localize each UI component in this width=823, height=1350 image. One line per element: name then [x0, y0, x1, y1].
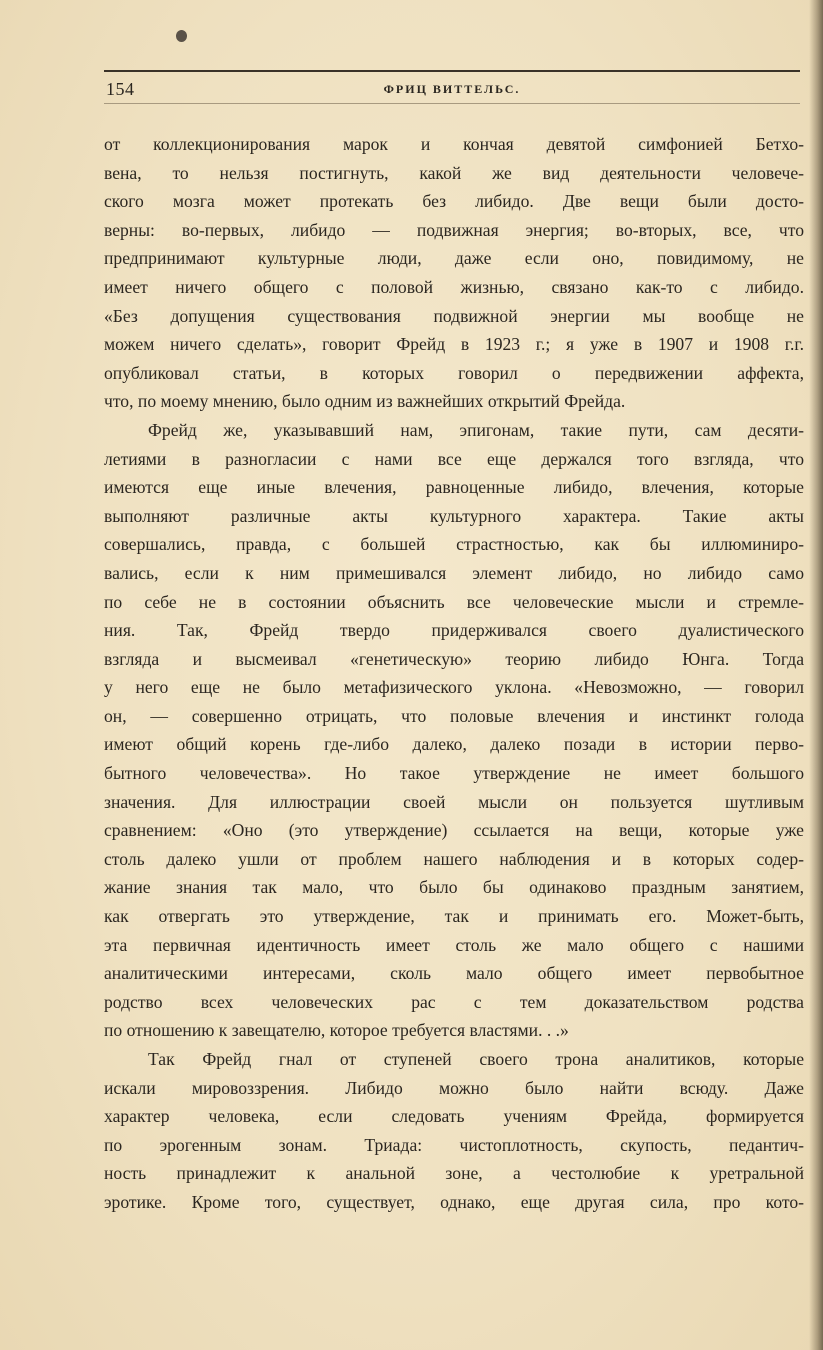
text-line: Фрейд же, указывавший нам, эпигонам, такие пути, сам десяти- [148, 419, 804, 440]
text-line: по отношению к завещателю, которое требуется властями. . .» [104, 1020, 569, 1041]
text-line: имеют общий корень где-либо далеко, далеко позади в истории перво- [104, 734, 804, 755]
header-rule-bottom [104, 103, 800, 104]
text-line: у него еще не было метафизического уклона. «Невозможно, — говорил [104, 677, 804, 698]
text-line: можем ничего сделать», говорит Фрейд в 1923 г.; я уже в 1907 и 1908 г.г. [104, 334, 804, 355]
ink-spot [176, 30, 187, 42]
text-line: предпринимают культурные люди, даже если оно, повидимому, не [104, 248, 804, 269]
text-line: как отвергать это утверждение, так и принимать его. Может-быть, [104, 906, 804, 927]
text-line: жание знания так мало, что было бы одинаково праздным занятием, [104, 877, 804, 898]
text-line: Так Фрейд гнал от ступеней своего трона аналитиков, которые [148, 1049, 804, 1069]
header-rule [104, 70, 800, 72]
page-header [104, 70, 800, 106]
text-line: значения. Для иллюстрации своей мысли он пользуется шутливым [104, 791, 804, 812]
text-line: имеются еще иные влечения, равноценные либидо, влечения, которые [104, 477, 804, 498]
text-line: столь далеко ушли от проблем нашего наблюдения и в которых содер- [104, 848, 804, 869]
text-line: верны: во-первых, либидо — подвижная энергия; во-вторых, все, что [104, 219, 804, 240]
paragraph-2 [104, 416, 804, 1045]
text-line: вались, если к ним примешивался элемент либидо, но либидо само [104, 562, 804, 583]
text-line: ния. Так, Фрейд твердо придерживался своего дуалистического [104, 620, 804, 641]
running-head: ФРИЦ ВИТТЕЛЬС. [383, 82, 521, 96]
page-edge-shadow [809, 0, 823, 1350]
text-line: по себе не в состоянии объяснить все человеческие мысли и стремле- [104, 591, 804, 612]
text-line: имеет ничего общего с половой жизнью, связано как-то с либидо. [104, 276, 804, 297]
page-number: 154 [106, 79, 135, 99]
text-line: по эрогенным зонам. Триада: чистоплотность, скупость, педантич- [104, 1134, 804, 1155]
paragraph-3 [104, 1045, 804, 1217]
text-line: эта первичная идентичность имеет столь же мало общего с нашими [104, 934, 804, 955]
text-line: от коллекционирования марок и кончая девятой симфонией Бетхо- [104, 134, 804, 154]
text-line: «Без допущения существования подвижной энергии мы вообще не [104, 305, 804, 326]
text-line: характер человека, если следовать учениям Фрейда, формируется [104, 1106, 804, 1127]
text-line: опубликовал статьи, в которых говорил о передвижении аффекта, [104, 362, 804, 383]
text-line: ность принадлежит к анальной зоне, а честолюбие к уретральной [104, 1163, 804, 1184]
text-line: совершались, правда, с большей страстностью, как бы иллюминиро- [104, 534, 804, 555]
text-line: эротике. Кроме того, существует, однако, еще другая сила, про кото- [104, 1191, 804, 1212]
text-line: он, — совершенно отрицать, что половые влечения и инстинкт голода [104, 705, 804, 726]
text-line: летиями в разногласии с нами все еще держался того взгляда, что [104, 448, 804, 469]
text-line: родство всех человеческих рас с тем доказательством родства [104, 991, 804, 1012]
text-line: выполняют различные акты культурного характера. Такие акты [104, 505, 804, 526]
paragraph-1 [104, 130, 804, 416]
text-line: сравнением: «Оно (это утверждение) ссылается на вещи, которые уже [104, 820, 804, 841]
text-line: аналитическими интересами, сколь мало общего имеет первобытное [104, 963, 804, 984]
text-line: что, по моему мнению, было одним из важнейших открытий Фрейда. [104, 391, 626, 412]
body-text [104, 130, 804, 1217]
text-line: бытного человечества». Но такое утверждение не имеет большого [104, 763, 804, 784]
text-line: вена, то нельзя постигнуть, какой же вид деятельности человече- [104, 162, 804, 183]
text-line: ского мозга может протекать без либидо. Две вещи были досто- [104, 191, 804, 212]
text-line: искали мировоззрения. Либидо можно было найти всюду. Даже [104, 1077, 804, 1098]
text-line: взгляда и высмеивал «генетическую» теорию либидо Юнга. Тогда [104, 648, 804, 669]
